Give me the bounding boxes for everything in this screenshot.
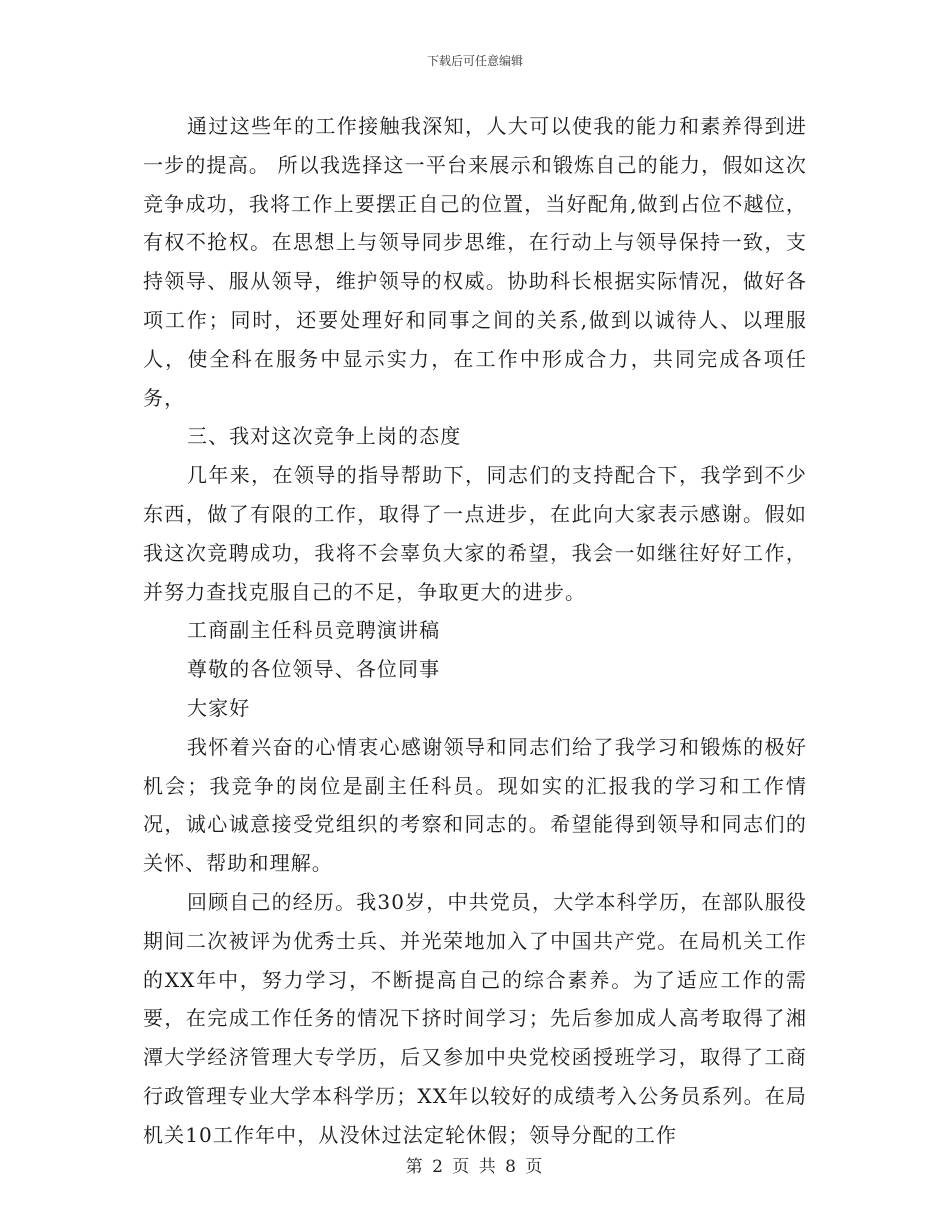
paragraph-background: 回顾自己的经历。我30岁，中共党员，大学本科学历，在部队服役期间二次被评为优秀士兵、并光荣地加入了中国共产党。在局机关工作的XX年中，努力学习，不断提高自己的综合素养。为了适应工作的需要，在完成工作任务的情况下挤时间学习；先后参加成人高考取得了湘潭大学经济管理大专学历，后又参加中央党校函授班学习，取得了工商行政管理专业大学本科学历；XX年以较好的成绩考入公务员系列。在局机关10工作年中，从没休过法定轮休假；领导分配的工作 — [143, 889, 807, 1147]
greeting: 大家好 — [187, 695, 251, 720]
page-number: 第 2 页 共 8 页 — [405, 1157, 545, 1177]
paragraph-gratitude: 几年来，在领导的指导帮助下，同志们的支持配合下，我学到不少东西，做了有限的工作，取得了一点进步，在此向大家表示感谢。假如我这次竞聘成功，我将不会辜负大家的希望，我会一如继往好好工作，并努力查找克服自己的不足，争取更大的进步。 — [143, 463, 807, 604]
paragraph-introduction: 我怀着兴奋的心情衷心感谢领导和同志们给了我学习和锻炼的极好机会；我竞争的岗位是副主任科员。现如实的汇报我的学习和工作情况，诚心诚意接受党组织的考察和同志的。希望能得到领导和同志们的关怀、帮助和理解。 — [143, 734, 807, 876]
speech-title: 工商副主任科员竞聘演讲稿 — [187, 618, 441, 643]
salutation: 尊敬的各位领导、各位同事 — [187, 657, 441, 682]
document-body — [143, 107, 807, 1155]
paragraph-role-commitment: 通过这些年的工作接触我深知，人大可以使我的能力和素养得到进一步的提高。 所以我选择这一平台来展示和锻炼自己的能力，假如这次竞争成功，我将工作上要摆正自己的位置，当好配角,做到占位不越位，有权不抢权。在思想上与领导同步思维，在行动上与领导保持一致，支持领导、服从领导，维护领导的权威。协助科长根据实际情况，做好各项工作；同时，还要处理好和同事之间的关系,做到以诚待人、以理服人，使全科在服务中显示实力，在工作中形成合力，共同完成各项任务， — [143, 114, 807, 410]
page-header: 下载后可任意编辑 — [426, 54, 523, 68]
section-heading-attitude: 三、我对这次竞争上岗的态度 — [187, 424, 462, 449]
